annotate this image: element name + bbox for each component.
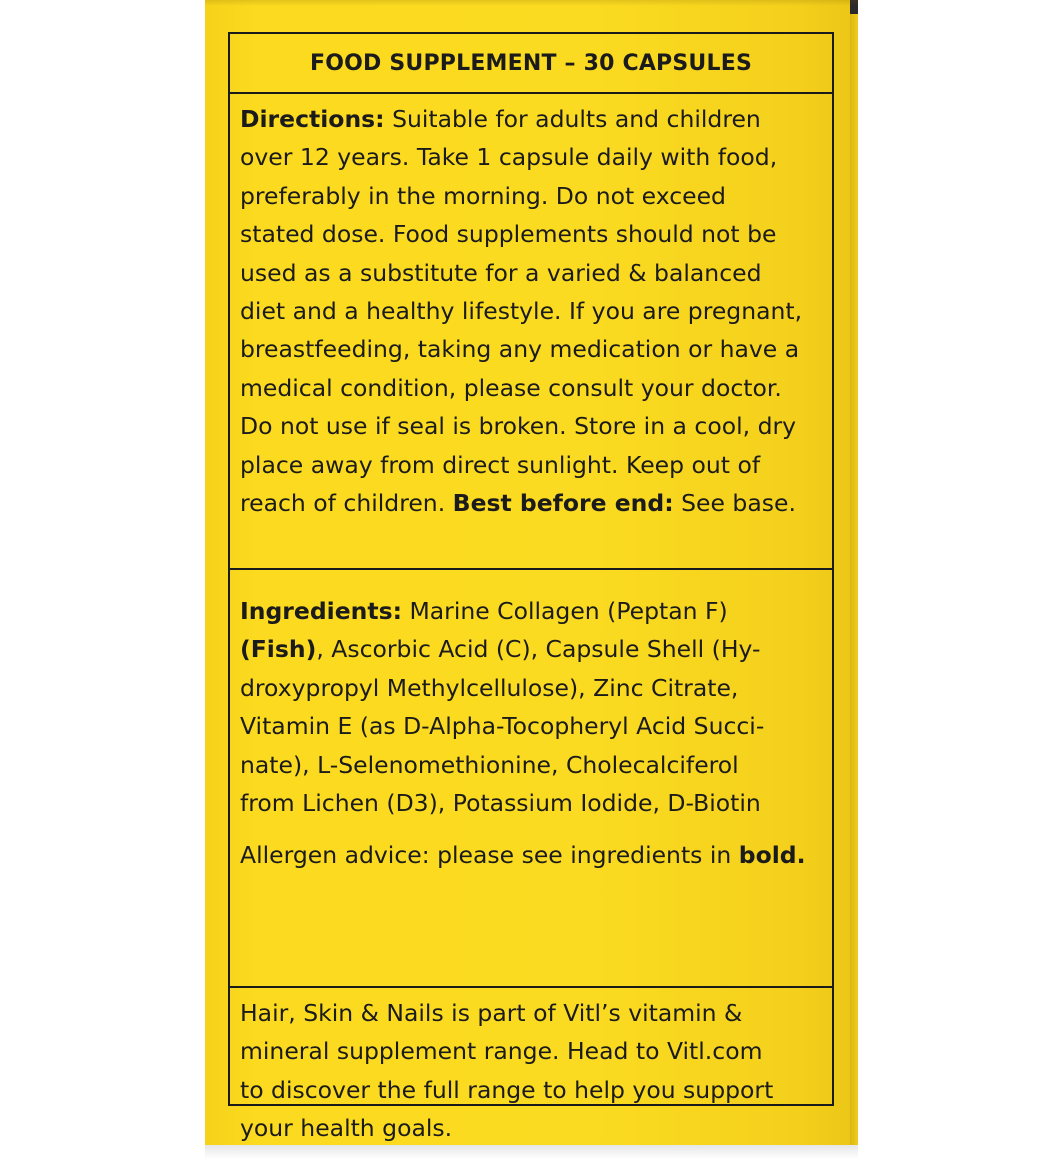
- directions-line: [240, 100, 832, 138]
- directions-line: medical condition, please consult your doctor.: [240, 373, 782, 402]
- box-side-face: [850, 14, 858, 1145]
- best-before-value: See base.: [681, 489, 796, 518]
- best-before-label: Best before end:: [452, 489, 674, 518]
- directions-line: Do not use if seal is broken. Store in a cool, dry: [240, 412, 797, 441]
- label-panel: [228, 32, 834, 1143]
- range-line: mineral supplement range. Head to Vitl.com: [240, 1037, 763, 1066]
- title-section: [230, 34, 832, 94]
- directions-line-text: Suitable for adults and children: [392, 105, 761, 133]
- product-title: FOOD SUPPLEMENT – 30 CAPSULES: [310, 50, 752, 76]
- ingredients-line-text: , Ascorbic Acid (C), Capsule Shell (Hy-: [316, 635, 761, 664]
- directions-line: over 12 years. Take 1 capsule daily with food,: [240, 143, 778, 172]
- range-line: your health goals.: [240, 1114, 453, 1143]
- ingredients-label: Ingredients:: [240, 597, 402, 625]
- directions-line-text: reach of children.: [240, 489, 446, 518]
- directions-line: breastfeeding, taking any medication or have a: [240, 335, 800, 364]
- directions-text: [240, 100, 832, 522]
- range-line: Hair, Skin & Nails is part of Vitl’s vitamin &: [240, 999, 743, 1027]
- ingredients-line: nate), L-Selenomethionine, Cholecalciferol: [240, 750, 739, 779]
- directions-line: place away from direct sunlight. Keep out of: [240, 450, 761, 479]
- directions-line: preferably in the morning. Do not exceed: [240, 181, 726, 210]
- ingredients-section: [230, 570, 832, 988]
- directions-line: [240, 484, 832, 522]
- range-line: to discover the full range to help you support: [240, 1075, 774, 1104]
- directions-line: diet and a healthy lifestyle. If you are pregnant,: [240, 297, 803, 326]
- ingredients-line: Vitamin E (as D-Alpha-Tocopheryl Acid Succi-: [240, 712, 765, 741]
- allergen-bold-word: bold.: [738, 841, 806, 870]
- directions-line: used as a substitute for a varied & balanced: [240, 258, 762, 287]
- box-top-shadow: [205, 0, 858, 6]
- ingredients-line: [240, 630, 832, 668]
- allergen-fish: (Fish): [240, 635, 317, 664]
- ingredients-line-text: Marine Collagen (Peptan F): [409, 597, 728, 625]
- directions-line: stated dose. Food supplements should not be: [240, 220, 777, 249]
- directions-label: Directions:: [240, 105, 385, 133]
- range-section: [230, 988, 832, 1143]
- ingredients-line: droxypropyl Methylcellulose), Zinc Citrate,: [240, 673, 739, 702]
- allergen-text: Allergen advice: please see ingredients in: [240, 841, 732, 870]
- directions-section: [230, 94, 832, 570]
- ingredients-text: [240, 592, 832, 822]
- ingredients-line: from Lichen (D3), Potassium Iodide, D-Biotin: [240, 789, 761, 818]
- range-text: [240, 994, 832, 1148]
- ingredients-line: [240, 592, 832, 630]
- allergen-advice: [240, 836, 832, 874]
